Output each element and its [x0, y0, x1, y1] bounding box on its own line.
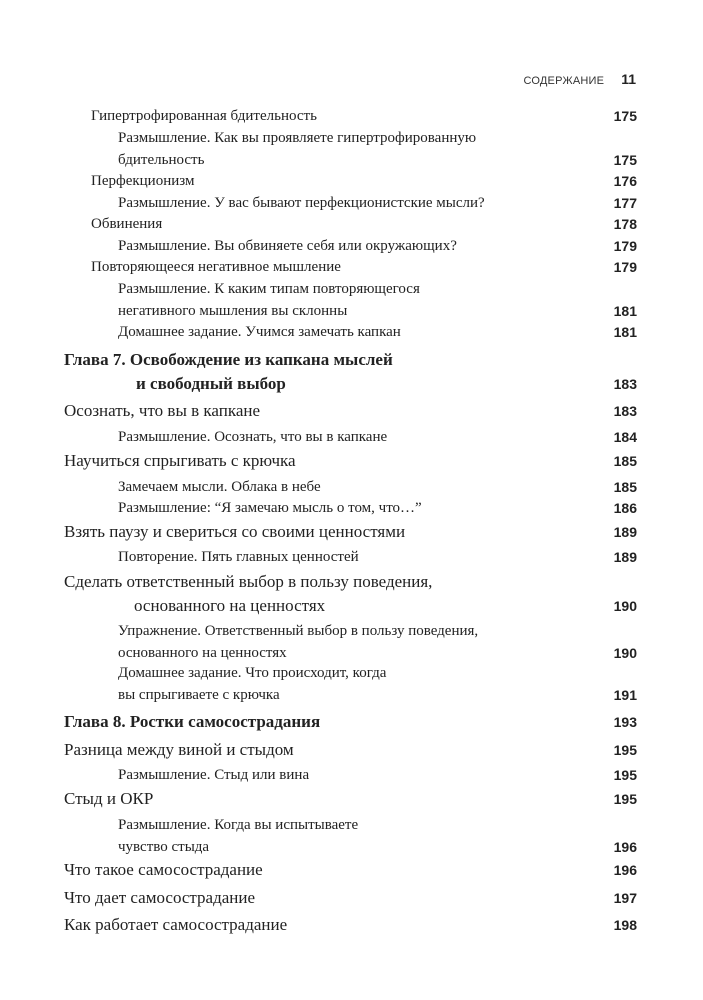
toc-entry — [0, 767, 703, 789]
toc-entry-text-continued: основанного на ценностях — [118, 645, 287, 661]
toc-entry-text: Размышление. Как вы проявляете гипертрофированную — [118, 130, 477, 146]
toc-entry-text: Домашнее задание. Что происходит, когда — [118, 665, 387, 681]
toc-entry — [0, 549, 703, 571]
toc-entry — [0, 195, 703, 217]
toc-section — [0, 522, 703, 546]
running-head-page-number: 11 — [621, 71, 636, 87]
running-head — [523, 71, 636, 87]
toc-entry-text: Размышление. К каким типам повторяющегося — [118, 281, 420, 297]
toc-page-number: 179 — [613, 238, 637, 254]
toc-entry-text-continued: негативного мышления вы склонны — [118, 303, 348, 319]
toc-entry-text: Взять паузу и свериться со своими ценностями — [64, 522, 406, 541]
toc-page-number: 185 — [613, 453, 637, 469]
toc-page-number: 184 — [613, 429, 637, 445]
toc-section — [0, 915, 703, 939]
toc-entry — [0, 623, 703, 667]
toc-section — [0, 740, 703, 764]
toc-entry — [0, 216, 703, 238]
toc-entry-text: Обвинения — [91, 216, 163, 232]
toc-page-number: 190 — [613, 598, 637, 614]
toc-page-number: 197 — [613, 890, 637, 906]
toc-entry — [0, 479, 703, 501]
toc-page-number: 196 — [613, 839, 637, 855]
toc-page-number: 196 — [613, 862, 637, 878]
toc-entry-text: Размышление: “Я замечаю мысль о том, что…” — [118, 500, 422, 516]
toc-entry-text: Домашнее задание. Учимся замечать капкан — [118, 324, 401, 340]
toc-entry — [0, 665, 703, 709]
toc-entry — [0, 238, 703, 260]
toc-page-number: 191 — [613, 687, 637, 703]
chapter-title: Глава 7. Освобождение из капкана мыслей — [64, 350, 393, 369]
toc-entry-text-continued: бдительность — [118, 152, 205, 168]
toc-page-number: 190 — [613, 645, 637, 661]
running-head-title: СОДЕРЖАНИЕ — [523, 75, 605, 87]
toc-entry-text-continued: вы спрыгиваете с крючка — [118, 687, 280, 703]
toc-entry — [0, 130, 703, 174]
toc-entry — [0, 281, 703, 325]
toc-entry-text-continued: основанного на ценностях — [134, 596, 326, 615]
toc-page-number: 177 — [613, 195, 637, 211]
toc-page-number: 181 — [613, 303, 637, 319]
toc-entry-text: Повторение. Пять главных ценностей — [118, 549, 359, 565]
toc-page-number: 178 — [613, 216, 637, 232]
toc-entry — [0, 108, 703, 130]
toc-page-number: 195 — [613, 767, 637, 783]
toc-section — [0, 451, 703, 475]
toc-page-number: 193 — [613, 714, 637, 730]
toc-entry-text: Разница между виной и стыдом — [64, 740, 294, 759]
toc-entry — [0, 817, 703, 861]
toc-page-number: 175 — [613, 108, 637, 124]
toc-entry-text: Как работает самосострадание — [64, 915, 288, 934]
toc-section — [0, 789, 703, 813]
toc-entry — [0, 500, 703, 522]
toc-entry — [0, 429, 703, 451]
toc-page-number: 195 — [613, 742, 637, 758]
toc-page-number: 176 — [613, 173, 637, 189]
toc-entry-text: Размышление. Когда вы испытываете — [118, 817, 359, 833]
toc-entry — [0, 324, 703, 346]
toc-entry — [0, 173, 703, 195]
toc-entry-text: Размышление. Вы обвиняете себя или окружающих? — [118, 238, 457, 254]
toc-entry-text: Упражнение. Ответственный выбор в пользу поведения, — [118, 623, 479, 639]
toc-chapter-heading — [0, 350, 703, 398]
toc-entry-text: Размышление. Осознать, что вы в капкане — [118, 429, 388, 445]
chapter-title: Глава 8. Ростки самосострадания — [64, 712, 321, 731]
toc-chapter-heading — [0, 712, 703, 736]
toc-entry-text: Что такое самосострадание — [64, 860, 263, 879]
toc-section — [0, 860, 703, 884]
toc-page-number: 195 — [613, 791, 637, 807]
toc-section — [0, 572, 703, 620]
toc-entry-text: Научиться спрыгивать с крючка — [64, 451, 296, 470]
toc-entry-text: Что дает самосострадание — [64, 888, 256, 907]
toc-entry-text: Размышление. Стыд или вина — [118, 767, 310, 783]
toc-entry-text: Осознать, что вы в капкане — [64, 401, 261, 420]
toc-page-number: 189 — [613, 524, 637, 540]
toc-page-number: 198 — [613, 917, 637, 933]
toc-page-number: 175 — [613, 152, 637, 168]
toc-entry-text: Размышление. У вас бывают перфекционистские мысли? — [118, 195, 485, 211]
toc-section — [0, 401, 703, 425]
toc-entry-text-continued: чувство стыда — [118, 839, 210, 855]
toc-page-number: 189 — [613, 549, 637, 565]
chapter-title-continued: и свободный выбор — [136, 374, 286, 393]
toc-entry-text: Сделать ответственный выбор в пользу поведения, — [64, 572, 433, 591]
toc-entry-text: Стыд и ОКР — [64, 789, 154, 808]
toc-page-number: 183 — [613, 376, 637, 392]
toc-entry-text: Перфекционизм — [91, 173, 195, 189]
toc-page-number: 183 — [613, 403, 637, 419]
toc-section — [0, 888, 703, 912]
toc-page-number: 179 — [613, 259, 637, 275]
toc-entry-text: Повторяющееся негативное мышление — [91, 259, 341, 275]
toc-page-number: 186 — [613, 500, 637, 516]
toc-page-number: 181 — [613, 324, 637, 340]
toc-entry-text: Замечаем мысли. Облака в небе — [118, 479, 321, 495]
toc-entry — [0, 259, 703, 281]
toc-entry-text: Гипертрофированная бдительность — [91, 108, 317, 124]
toc-page-number: 185 — [613, 479, 637, 495]
